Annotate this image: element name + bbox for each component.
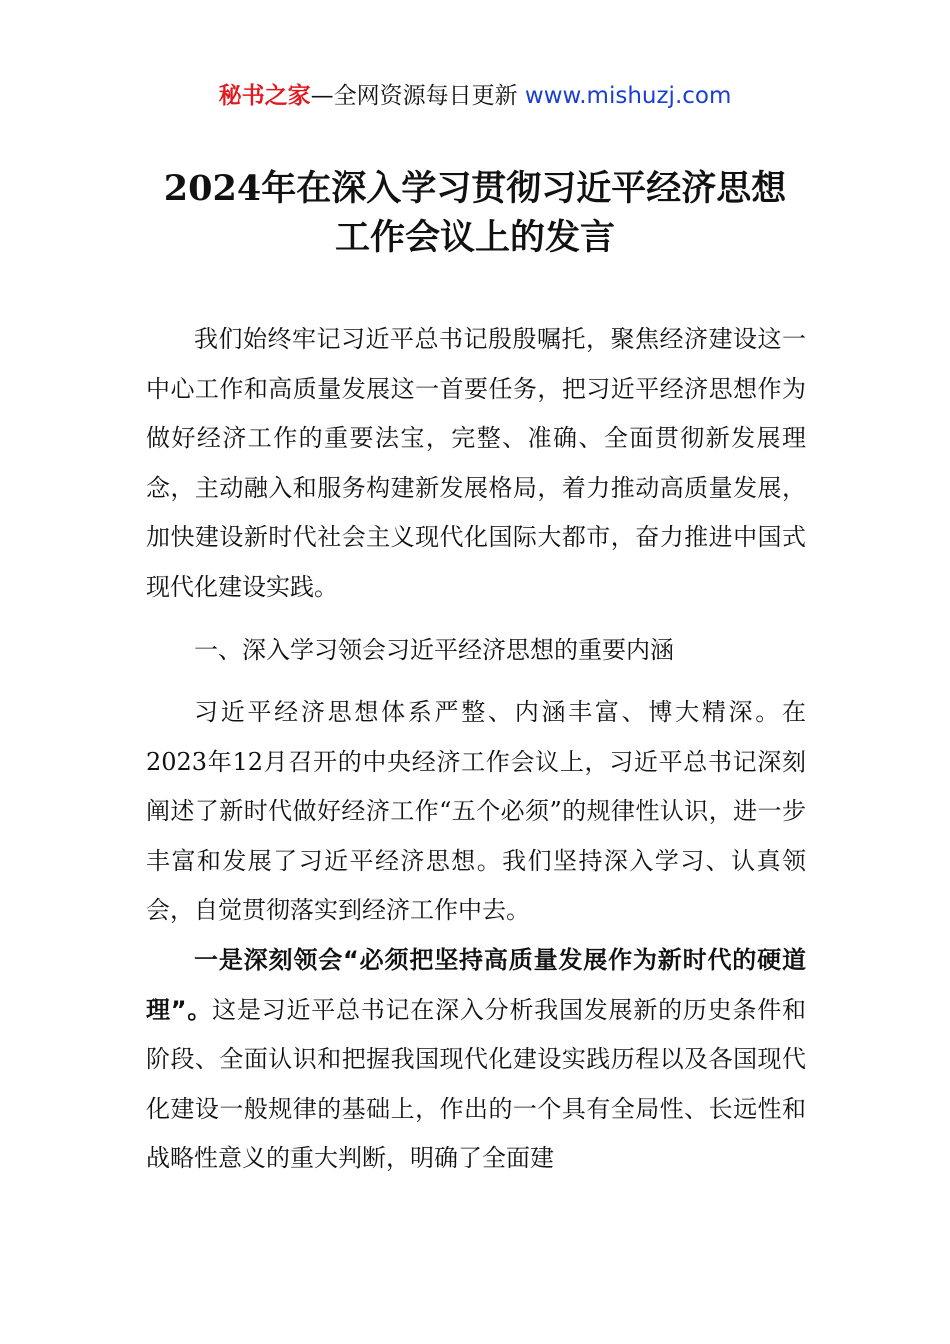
section-heading-1: 一、深入学习领会习近平经济思想的重要内涵 — [194, 636, 674, 664]
paragraph-intro: 我们始终牢记习近平总书记殷殷嘱托，聚焦经济建设这一中心工作和高质量发展这一首要任务，把习近平经济思想作为做好经济工作的重要法宝，完整、准确、全面贯彻新发展理念，主动融入和服务构建新发展格局，着力推动高质量发展，加快建设新时代社会主义现代化国际大都市，奋力推进中国式现代化建设实践。 — [146, 325, 806, 601]
watermark-tagline: —全网资源每日更新 — [310, 83, 525, 109]
watermark-url[interactable]: www.mishuzj.com — [524, 83, 732, 109]
watermark-header — [0, 80, 950, 112]
watermark-brand: 秘书之家 — [218, 83, 311, 109]
point-1-lead: 一是深刻领会“必须把坚持高质量发展作为新时代的硬道理”。 — [146, 946, 806, 1024]
point-1-body: 这是习近平总书记在深入分析我国发展新的历史条件和阶段、全面认识和把握我国现代化建设实践历程以及各国现代化建设一般规律的基础上，作出的一个具有全局性、长远性和战略性意义的重大判断，明确了全面建 — [146, 995, 806, 1172]
document-title-line-2: 工作会议上的发言 — [334, 217, 615, 258]
document-title-line-1: 2024年在深入学习贯彻习近平经济思想 — [163, 168, 787, 209]
paragraph-point-1 — [146, 936, 806, 1184]
paragraph-section-1: 习近平经济思想体系严整、内涵丰富、博大精深。在2023年12月召开的中央经济工作会议上，习近平总书记深刻阐述了新时代做好经济工作“五个必须”的规律性认识，进一步丰富和发展了习近平经济思想。我们坚持深入学习、认真领会，自觉贯彻落实到经济工作中去。 — [146, 698, 806, 924]
